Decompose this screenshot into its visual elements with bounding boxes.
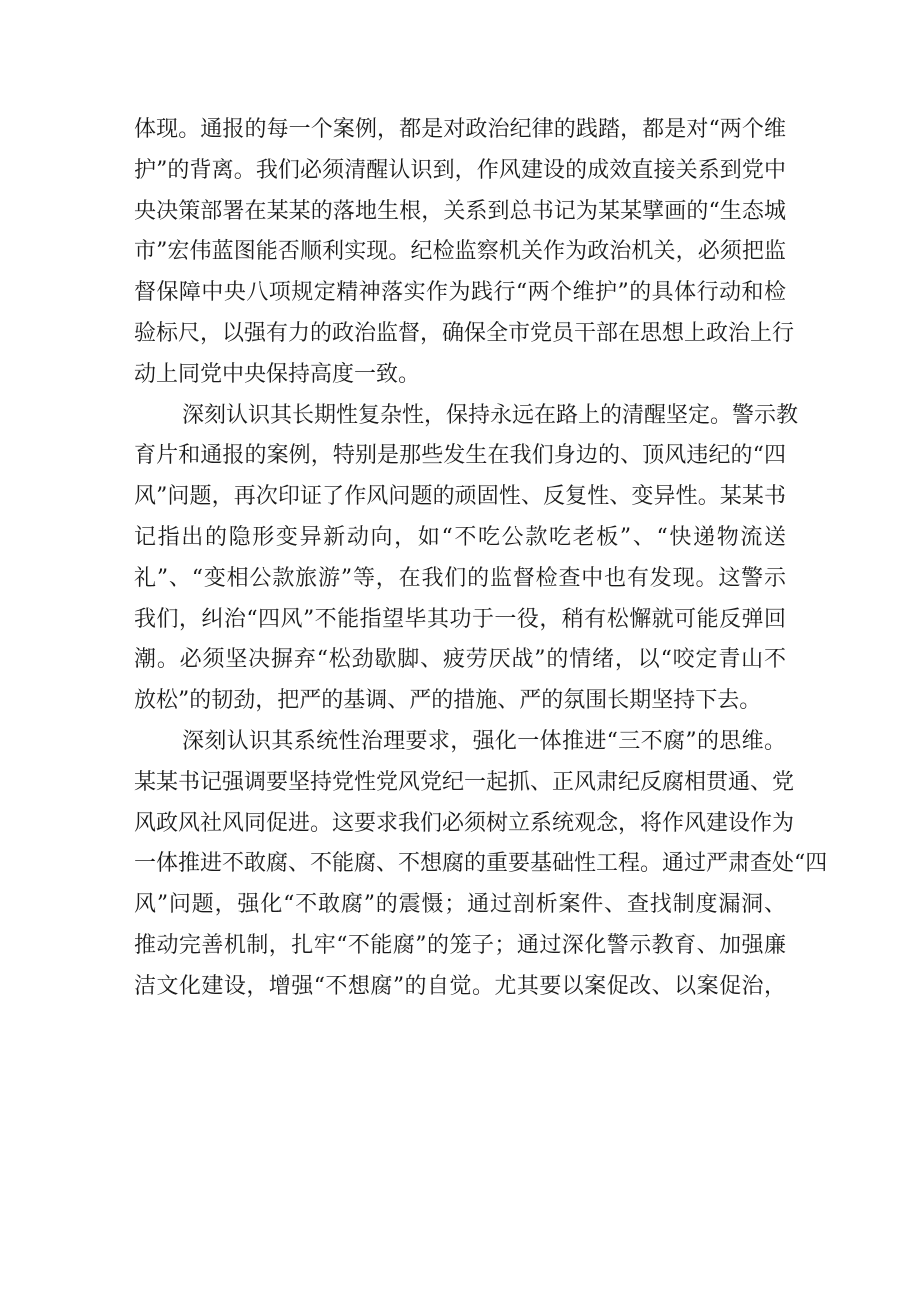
text-line: 育片和通报的案例，特别是那些发生在我们身边的、顶风违纪的“四 [134, 443, 786, 469]
text-line: 风”问题，再次印证了作风问题的顽固性、反复性、变异性。某某书 [134, 484, 786, 510]
text-line: 动上同党中央保持高度一致。 [134, 361, 421, 387]
document-body [134, 110, 828, 1008]
paragraph [134, 396, 799, 722]
text-line: 体现。通报的每一个案例，都是对政治纪律的践踏，都是对“两个维 [134, 117, 786, 142]
text-line: 礼”、“变相公款旅游”等，在我们的监督检查中也有发现。这警示 [134, 565, 786, 591]
text-line: 一体推进不敢腐、不能腐、不想腐的重要基础性工程。通过严肃查处“四 [134, 851, 828, 877]
text-line: 深刻认识其长期性复杂性，保持永远在路上的清醒坚定。警示教 [182, 402, 799, 428]
text-line: 风”问题，强化“不敢腐”的震慑；通过剖析案件、查找制度漏洞、 [134, 892, 786, 918]
text-line: 护”的背离。我们必须清醒认识到，作风建设的成效直接关系到党中 [134, 157, 786, 183]
text-line: 某某书记强调要坚持党性党风党纪一起抓、正风肃纪反腐相贯通、党 [134, 769, 795, 795]
text-line: 验标尺，以强有力的政治监督，确保全市党员干部在思想上政治上行 [134, 320, 795, 346]
text-line: 我们，纠治“四风”不能指望毕其功于一役，稍有松懈就可能反弹回 [134, 606, 786, 632]
text-line: 央决策部署在某某的落地生根，关系到总书记为某某擘画的“生态城 [134, 198, 786, 224]
text-line: 推动完善机制，扎牢“不能腐”的笼子；通过深化警示教育、加强廉 [134, 932, 786, 958]
paragraph [134, 110, 795, 396]
text-line: 放松”的韧劲，把严的基调、严的措施、严的氛围长期坚持下去。 [134, 688, 762, 714]
text-line: 督保障中央八项规定精神落实作为践行“两个维护”的具体行动和检 [134, 280, 786, 306]
text-line: 市”宏伟蓝图能否顺利实现。纪检监察机关作为政治机关，必须把监 [134, 239, 786, 265]
text-line: 洁文化建设，增强“不想腐”的自觉。尤其要以案促改、以案促治， [134, 973, 786, 999]
paragraph [134, 722, 828, 1008]
text-line: 潮。必须坚决摒弃“松劲歇脚、疲劳厌战”的情绪，以“咬定青山不 [134, 647, 786, 673]
text-line: 记指出的隐形变异新动向，如“不吃公款吃老板”、“快递物流送 [134, 524, 786, 550]
text-line: 风政风社风同促进。这要求我们必须树立系统观念，将作风建设作为 [134, 810, 795, 836]
text-line: 深刻认识其系统性治理要求，强化一体推进“三不腐”的思维。 [182, 728, 786, 754]
